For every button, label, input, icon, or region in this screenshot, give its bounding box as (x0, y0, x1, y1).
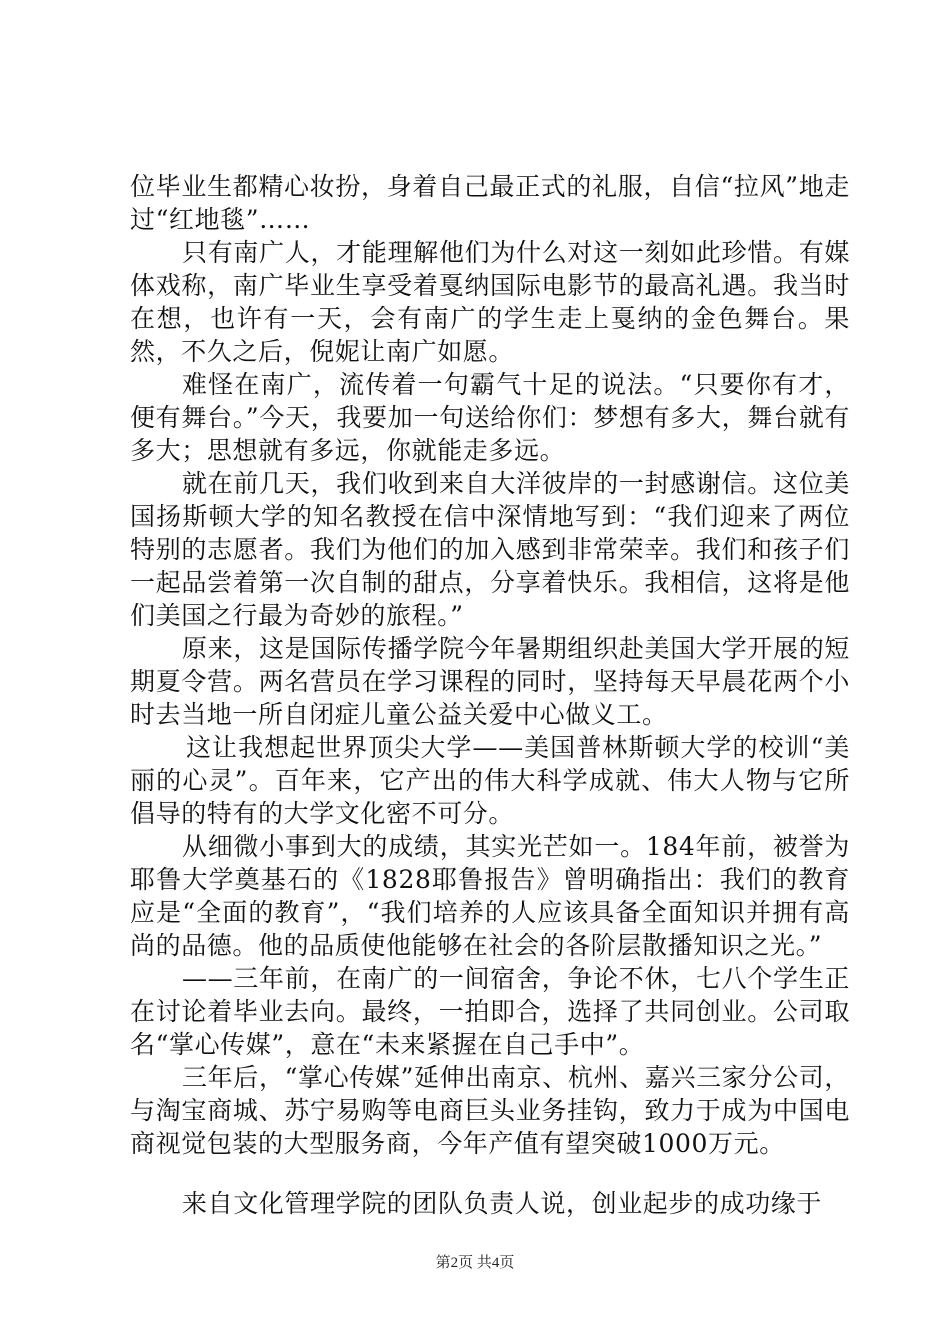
paragraph: 三年后，“掌心传媒”延伸出南京、杭州、嘉兴三家分公司，与淘宝商城、苏宁易购等电商巨头业务挂钩，致力于成为中国电商视觉包装的大型服务商，今年产值有望突破1000万元。 (130, 1063, 850, 1158)
paragraph: 来自文化管理学院的团队负责人说，创业起步的成功缘于 (182, 1189, 823, 1218)
paragraph: 难怪在南广，流传着一句霸气十足的说法。“只要你有才，便有舞台。”今天，我要加一句送给你们：梦想有多大，舞台就有多大；思想就有多远，你就能走多远。 (130, 370, 850, 465)
paragraph: 这让我想起世界顶尖大学——美国普林斯顿大学的校训“美丽的心灵”。百年来，它产出的伟大科学成就、伟大人物与它所倡导的特有的大学文化密不可分。 (130, 733, 850, 828)
paragraph: 从细微小事到大的成绩，其实光芒如一。184年前，被誉为耶鲁大学奠基石的《1828耶鲁报告》曾明确指出：我们的教育应是“全面的教育”，“我们培养的人应该具备全面知识并拥有高尚的品德。他的品质使他能够在社会的各阶层散播知识之光。” (130, 832, 850, 960)
page-number: 第2页 共4页 (435, 1255, 515, 1271)
paragraph: 原来，这是国际传播学院今年暑期组织赴美国大学开展的短期夏令营。两名营员在学习课程的同时，坚持每天早晨花两个小时去当地一所自闭症儿童公益关爱中心做义工。 (130, 634, 850, 729)
document-body (130, 170, 850, 1220)
paragraph: ——三年前，在南广的一间宿舍，争论不休，七八个学生正在讨论着毕业去向。最终，一拍即合，选择了共同创业。公司取名“掌心传媒”，意在“未来紧握在自己手中”。 (130, 964, 850, 1059)
paragraph: 只有南广人，才能理解他们为什么对这一刻如此珍惜。有媒体戏称，南广毕业生享受着戛纳国际电影节的最高礼遇。我当时在想，也许有一天，会有南广的学生走上戛纳的金色舞台。果然，不久之后，倪妮让南广如愿。 (130, 238, 850, 366)
paragraph: 位毕业生都精心妆扮，身着自己最正式的礼服，自信“拉风”地走过“红地毯”…… (130, 172, 850, 234)
paragraph: 就在前几天，我们收到来自大洋彼岸的一封感谢信。这位美国扬斯顿大学的知名教授在信中深情地写到：“我们迎来了两位特别的志愿者。我们为他们的加入感到非常荣幸。我们和孩子们一起品尝着第一次自制的甜点，分享着快乐。我相信，这将是他们美国之行最为奇妙的旅程。” (130, 469, 850, 630)
